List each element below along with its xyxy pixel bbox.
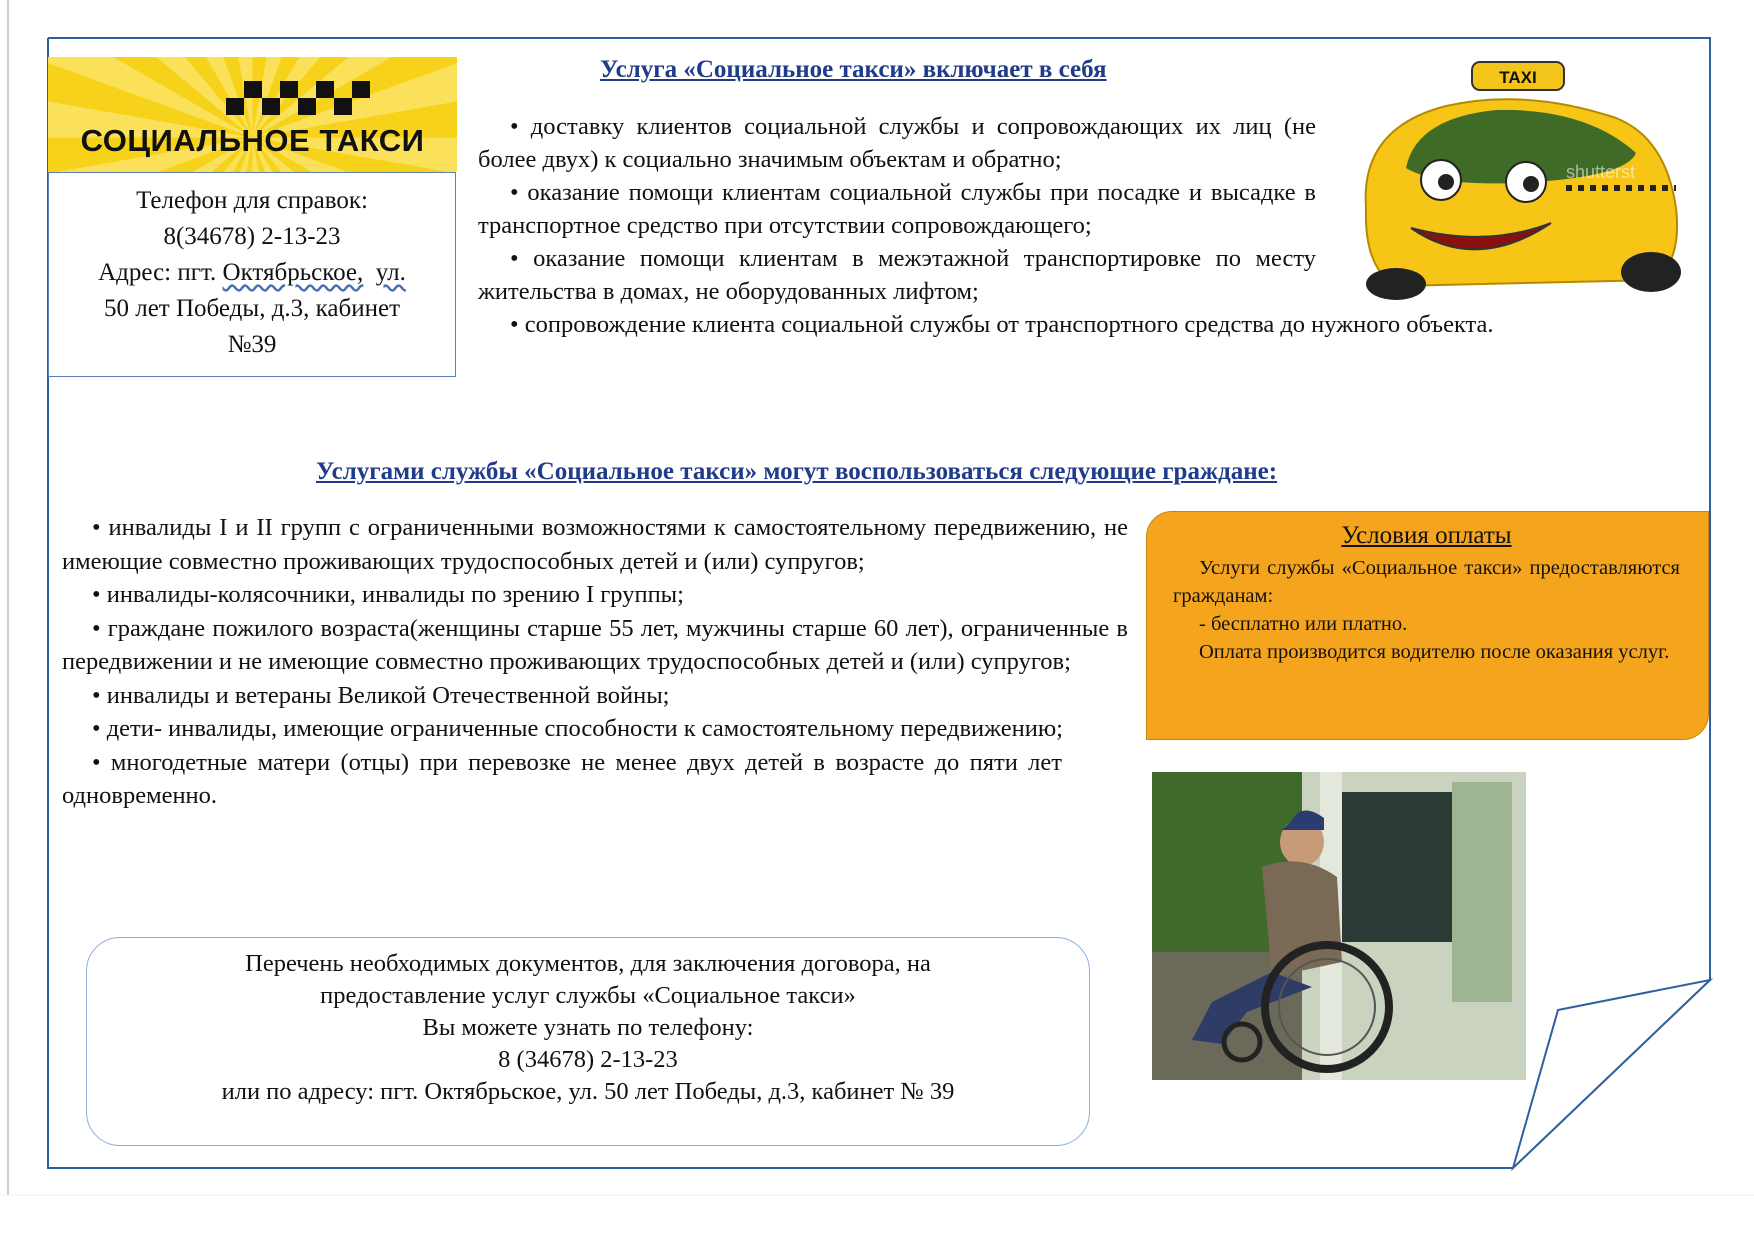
payment-line: Оплата производится водителю после оказания услуг. xyxy=(1199,641,1670,663)
services-list xyxy=(478,110,1494,341)
service-item: • доставку клиентов социальной службы и сопровождающих их лиц (не более двух) к социально значимым объектам и обратно; xyxy=(478,113,1316,173)
citizen-item: • инвалиды и ветераны Великой Отечественной войны; xyxy=(92,681,670,709)
logo-text: СОЦИАЛЬНОЕ ТАКСИ xyxy=(80,123,425,158)
documents-info-box xyxy=(86,937,1090,1146)
citizen-item: • инвалиды-колясочники, инвалиды по зрению I группы; xyxy=(92,581,684,608)
citizens-title: Услугами службы «Социальное такси» могут воспользоваться следующие граждане: xyxy=(316,458,1278,485)
phone-number: 8(34678) 2-13-23 xyxy=(163,223,341,250)
wheelchair-van-photo xyxy=(1152,772,1526,1080)
docs-phone: 8 (34678) 2-13-23 xyxy=(498,1046,678,1073)
service-item: • оказание помощи клиентам в межэтажной транспортировке по месту жительства в домах, не оборудованных лифтом; xyxy=(478,245,1316,305)
checker-icon xyxy=(226,81,374,115)
payment-line: Услуги службы «Социальное такси» предоставляются гражданам: xyxy=(1173,557,1680,607)
citizen-item: • многодетные матери (отцы) при перевозке не менее двух детей в возрасте до пяти лет одновременно. xyxy=(62,748,1062,809)
image-watermark: shutterst xyxy=(1566,162,1636,182)
contact-box xyxy=(48,172,456,377)
service-item: • сопровождение клиента социальной службы от транспортного средства до нужного объекта. xyxy=(510,311,1494,338)
taxi-roof-sign: TAXI xyxy=(1499,68,1537,87)
payment-line: - бесплатно или платно. xyxy=(1199,613,1408,635)
citizen-item: • граждане пожилого возраста(женщины старше 55 лет, мужчины старше 60 лет), ограниченные в передвижении и не имеющие совместно проживающих трудоспособных детей и (или) супругов; xyxy=(62,614,1128,675)
service-item: • оказание помощи клиентам социальной службы при посадке и высадке в транспортное средство при отсутствии сопровождающего; xyxy=(478,179,1316,239)
citizen-item: • инвалиды I и II групп с ограниченными возможностями к самостоятельному передвижению, не имеющие совместно проживающих трудоспособных детей и (или) супругов; xyxy=(62,514,1128,575)
address-line-2: 50 лет Победы, д.3, кабинет xyxy=(103,295,401,322)
address-line-1 xyxy=(49,255,455,291)
citizen-item: • дети- инвалиды, имеющие ограниченные способности к самостоятельному передвижению; xyxy=(92,715,1063,742)
taxi-cartoon-image xyxy=(1336,58,1692,310)
address-town: Октябрьское, xyxy=(222,259,364,286)
services-title: Услуга «Социальное такси» включает в себя xyxy=(600,56,1107,83)
citizens-list xyxy=(62,511,1128,813)
address-prefix: Адрес: пгт. xyxy=(98,259,217,286)
docs-line: Перечень необходимых документов, для заключения договора, на xyxy=(245,950,931,977)
docs-address: или по адресу: пгт. Октябрьское, ул. 50 лет Победы, д.3, кабинет № 39 xyxy=(221,1078,955,1105)
phone-label: Телефон для справок: xyxy=(136,187,368,214)
social-taxi-logo xyxy=(48,57,457,172)
payment-title: Условия оплаты xyxy=(1341,522,1512,549)
docs-line: Вы можете узнать по телефону: xyxy=(422,1014,754,1041)
payment-conditions-box xyxy=(1146,511,1709,740)
docs-line: предоставление услуг службы «Социальное такси» xyxy=(320,982,856,1009)
address-street-abbr: ул. xyxy=(375,259,406,286)
office-number: №39 xyxy=(227,331,277,358)
